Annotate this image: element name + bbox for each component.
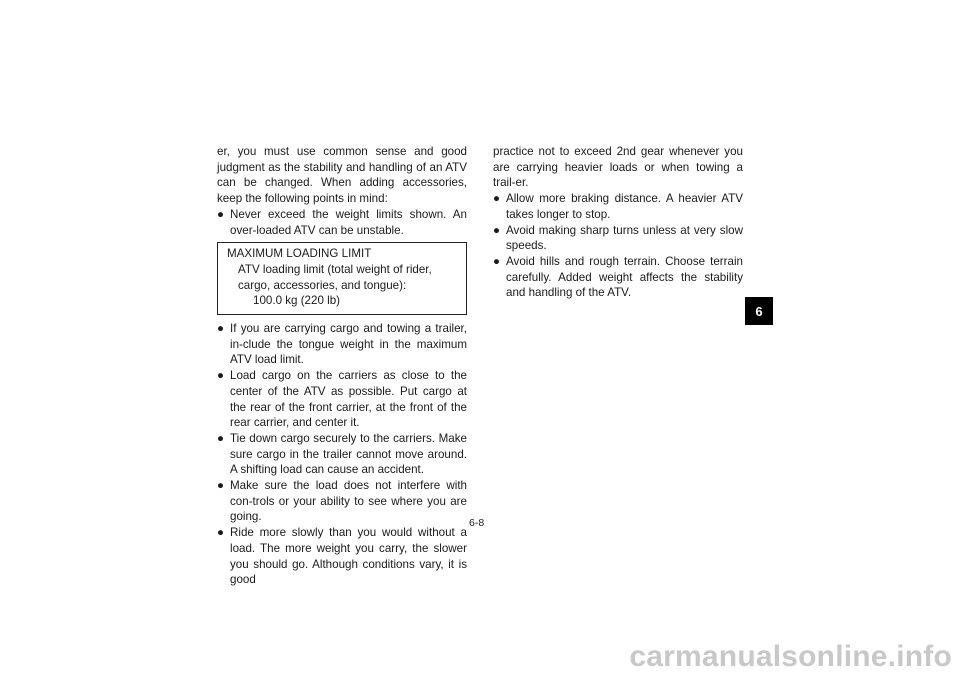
intro-paragraph: er, you must use common sense and good judgment as the stability and handling of an ATV can be changed. When adding accessories, keep the following points in mind: (217, 145, 467, 206)
left-column (217, 144, 467, 588)
bullet-text: If you are carrying cargo and towing a trailer, in-clude the tongue weight in the maximum ATV load limit. (230, 322, 467, 367)
bullet-icon: ● (217, 526, 225, 540)
bullet-text: Never exceed the weight limits shown. An over-loaded ATV can be unstable. (230, 207, 467, 237)
bullet-text: Make sure the load does not interfere with con-trols or your ability to see where you are going. (230, 479, 467, 524)
list-item (493, 191, 743, 222)
bullet-icon: ● (217, 369, 225, 383)
bullet-icon: ● (493, 254, 501, 268)
right-column (493, 144, 743, 301)
list-item (217, 431, 467, 478)
bullet-text: Allow more braking distance. A heavier ATV takes longer to stop. (506, 192, 743, 221)
bullet-icon: ● (493, 223, 501, 237)
bullet-weight-limits (217, 207, 467, 238)
list-item (217, 478, 467, 525)
bullet-text: Ride more slowly than you would without a load. The more weight you carry, the slower you should go. Although conditions vary, it is good (230, 526, 467, 587)
loading-limit-box (217, 242, 467, 315)
list-item (217, 368, 467, 431)
page-number: 6-8 (469, 517, 485, 529)
list-item (217, 525, 467, 588)
bullet-icon: ● (217, 207, 225, 221)
watermark: carmanualsonline.info (629, 640, 952, 673)
chapter-tab: 6 (745, 297, 773, 325)
bullet-text: Avoid making sharp turns unless at very slow speeds. (506, 223, 743, 253)
bullet-icon: ● (217, 479, 225, 493)
list-item (493, 254, 743, 301)
bullet-text: Avoid hills and rough terrain. Choose terrain carefully. Added weight affects the stability and handling of the ATV. (506, 254, 743, 300)
loading-limit-value: 100.0 kg (220 lb) (253, 294, 341, 308)
bullet-icon: ● (217, 322, 225, 336)
loading-limit-description: ATV loading limit (total weight of rider, cargo, accessories, and tongue): (238, 262, 432, 292)
bullet-icon: ● (493, 192, 501, 206)
bullet-text: Tie down cargo securely to the carriers. Make sure cargo in the trailer cannot move around. A shifting load can cause an accident. (230, 431, 467, 477)
bullet-icon: ● (217, 431, 225, 445)
bullet-text: Load cargo on the carriers as close to the center of the ATV as possible. Put cargo at the rear of the front carrier, at the front of the rear carrier, and center it. (230, 369, 467, 430)
list-item (493, 223, 743, 254)
list-item (217, 321, 467, 368)
continuation-paragraph: practice not to exceed 2nd gear whenever you are carrying heavier loads or when towing a trail-er. (493, 145, 743, 190)
loading-limit-title: MAXIMUM LOADING LIMIT (227, 247, 372, 261)
